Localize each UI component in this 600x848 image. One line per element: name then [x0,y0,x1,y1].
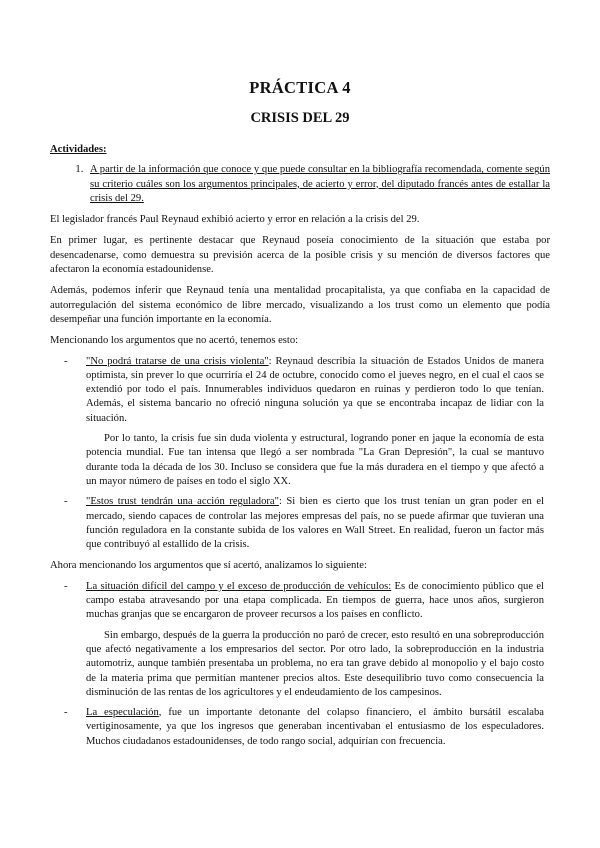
intro-paragraph: El legislador francés Paul Reynaud exhibió acierto y error en relación a la crisis del 29. [50,214,420,226]
successes-list-2 [50,706,550,749]
successes-intro: Ahora mencionando los argumentos que sí acertó, analizamos lo siguiente: [50,560,367,572]
successes-followup: Sin embargo, después de la guerra la producción no paró de crecer, esto resultó en una sobreproducción que afectó negativamente a los empresarios del sector. Por otro lado, la sobreproducción en la industria automotriz, aunque también presentaba un problema, no era tan grave debido al monopolio y el bajo costo de la materia prima que permitían mantener precios altos. Este desequilibrio tuvo como consecuencia la disminución de las rentas de los agricultores y el endeudamiento de los campesinos. [86,629,544,698]
activities-heading: Actividades: [50,144,107,155]
success-text: Es de conocimiento público que el campo estaba atravesando por una etapa complicada. En tiempos de guerra, hace unos años, surgieron muchas granjas que se encargaron de proveer recursos a los países en conflicto. [86,580,544,621]
success-item-countryside [86,580,544,623]
page-title: PRÁCTICA 4 [249,78,351,97]
errors-list [50,355,550,426]
paragraph-procapitalist: Además, podemos inferir que Reynaud tenía una mentalidad procapitalista, ya que confiaba en la capacidad de autorregulación del sistema económico de libre mercado, visualizando a los trust como un elemento que podía desempeñar una función importante en la economía. [50,285,550,325]
errors-intro: Mencionando los argumentos que no acertó, tenemos esto: [50,335,299,347]
success-heading: La especulación [86,707,159,719]
successes-followup-block [50,629,550,700]
activities-list [50,163,550,206]
errors-followup: Por lo tanto, la crisis fue sin duda violenta y estructural, logrando poner en jaque la economía de esta potencia mundial. Fue tan intensa que llegó a ser nombrada "La Gran Depresión", la cual se mantuvo durante toda la década de los 30. Incluso se considera que fue la más duradera en el tiempo y que afectó a un mayor número de países en todo el siglo XX. [86,433,544,487]
error-heading: "No podrá tratarse de una crisis violenta" [86,355,269,367]
error-text: : Reynaud describía la situación de Estados Unidos de manera optimista, sin prever lo que ocurriría el 24 de octubre, conocido como el jueves negro, en el cual el caos se extendió por todo el país. Innumerables individuos quedaron en ruinas y perdieron todo lo que tenían. Además, el sistema bancario no ofreció ninguna solución ya que se encontraba incapaz de lidiar con la situación. [86,355,544,424]
error-item-trust [86,495,544,552]
successes-list [50,580,550,623]
errors-followup-block [50,432,550,489]
success-item-speculation [86,706,544,749]
error-heading: "Estos trust tendrán una acción reguladora" [86,496,279,508]
errors-list-2 [50,495,550,552]
success-heading: La situación difícil del campo y el exceso de producción de vehículos: [86,580,392,592]
page-subtitle: CRISIS DEL 29 [250,110,350,126]
success-text: , fue un importante detonante del colapso financiero, el ámbito bursátil escalaba vertiginosamente, ya que los ingresos que generaban incentivaban el entusiasmo de los especuladores. Muchos ciudadanos estadounidenses, de todo rango social, adquirían con frecuencia. [86,707,544,747]
activity-item: 1. A partir de la información que conoce y que puede consultar en la bibliografía recomendada, comente según su criterio cuáles son los argumentos principales, de acierto y error, del diputado francés antes de estallar la crisis del 29. [86,163,550,206]
error-text: : Si bien es cierto que los trust tenían un gran poder en el mercado, siendo capaces de controlar las mejores empresas del país, no se puede afirmar que tuvieran una función reguladora en la constante subida de los valores en Wall Street. En realidad, fueron un factor más que contribuyó al estallido de la crisis. [86,496,544,551]
error-item-violent-crisis [86,355,544,426]
paragraph-knowledge: En primer lugar, es pertinente destacar que Reynaud poseía conocimiento de la situación que estaba por desencadenarse, como demuestra su previsión acerca de la posible crisis y su mención de diversos factores que afectaron la economía estadounidense. [50,235,550,276]
